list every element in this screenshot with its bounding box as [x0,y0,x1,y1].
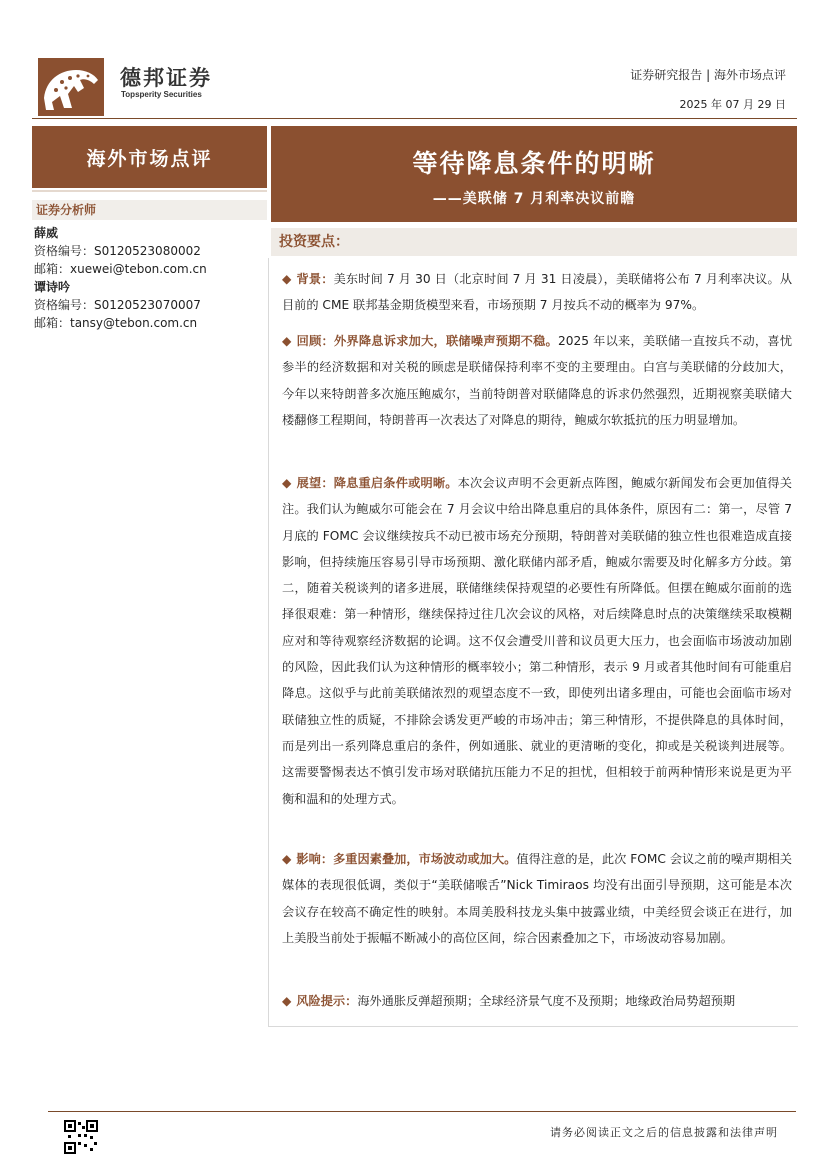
bullet-icon: ◆ [282,852,292,866]
company-logo-icon [38,58,104,116]
footer-divider [48,1111,796,1112]
key-point-risk [282,988,792,1014]
point-text: 值得注意的是，此次 FOMC 会议之前的噪声期相关媒体的表现很低调，类似于“美联储喉舌”Nick Timiraos 均没有出面引导预期，这可能是本次会议存在较高不确定性的映射。本周美股科技龙头集中披露业绩，中美经贸会谈正在进行，加上美股当前处于振幅不断减小的高位区间，综合因素叠加之下，市场波动容易加剧。 [282,852,792,945]
category-underline [32,190,267,192]
qr-code-icon [64,1120,98,1154]
point-text: 2025 年以来，美联储一直按兵不动，喜忧参半的经济数据和对关税的顾虑是联储保持利率不变的主要理由。白宫与美联储的分歧加大，今年以来特朗普多次施压鲍威尔，当前特朗普对联储降息的诉求仍然强烈，近期视察美联储大楼翻修工程期间，特朗普再一次表达了对降息的期待，鲍威尔软抵抗的压力明显增加。 [282,334,793,427]
point-lead: 回顾：外界降息诉求加大，联储噪声预期不稳。 [296,334,558,348]
point-text: 本次会议声明不会更新点阵图，鲍威尔新闻发布会更加值得关注。我们认为鲍威尔可能会在 7 月会议中给出降息重启的具体条件，原因有二：第一，尽管 7 月底的 FOMC 会议继续按兵不动已被市场充分预期，特朗普对美联储的独立性也很难造成直接影响，但持续施压容易引导市场预期、激化联储内部矛盾，鲍威尔需要及时化解多方分歧。第二，随着关税谈判的诸多进展，联储继续保持观望的必要性有所降低。但摆在鲍威尔面前的选择很艰难：第一种情形，继续保持过往几次会议的风格，对后续降息时点的决策继续采取模糊应对和等待观察经济数据的论调。这不仅会遭受川普和议员更大压力，也会面临市场波动加剧的风险，因此我们认为这种情形的概率较小；第二种情形，表示 9 月或者其他时间有可能重启降息。这似乎与此前美联储浓烈的观望态度不一致，即使列出诸多理由，可能也会面临市场对联储独立性的质疑，不排除会诱发更严峻的市场冲击；第三种情形，不提供降息的具体时间，而是列出一系列降息重启的条件，例如通胀、就业的更清晰的变化，抑或是关税谈判进展等。这需要警惕表达不慎引发市场对联储抗压能力不足的担忧，但相较于前两种情形来说是更为平衡和温和的处理方式。 [282,476,792,806]
analyst-name: 薛威 [34,226,59,240]
point-text: 海外通胀反弹超预期；全球经济景气度不及预期；地缘政治局势超预期 [357,994,736,1008]
point-lead: 展望：降息重启条件或明晰。 [296,476,458,490]
separator: | [706,68,714,82]
point-lead: 影响：多重因素叠加，市场波动或加大。 [296,852,517,866]
doc-type: 证券研究报告 [630,68,703,82]
key-points-heading: 投资要点： [271,228,797,256]
bullet-icon: ◆ [282,334,292,348]
key-point-background [282,266,792,319]
analyst-email[interactable]: 邮箱：tansy@tebon.com.cn [34,316,198,330]
logo-english-name: Topsperity Securities [121,90,202,99]
analyst-email[interactable]: 邮箱：xuewei@tebon.com.cn [34,262,207,276]
point-text: 美东时间 7 月 30 日（北京时间 7 月 31 日凌晨），美联储将公布 7 月利率决议。从目前的 CME 联邦基金期货模型来看，市场预期 7 月按兵不动的概率为 97%。 [282,272,793,313]
report-title: 等待降息条件的明晰 [412,149,656,178]
analyst-cert: 资格编号：S0120523080002 [34,244,201,258]
analyst-heading: 证券分析师 [32,200,267,220]
header-divider [32,118,797,119]
key-point-outlook [282,470,792,812]
key-point-impact [282,846,792,951]
point-lead: 风险提示： [296,994,358,1008]
report-date: 2025 年 07 月 29 日 [679,98,786,111]
point-lead: 背景： [296,272,334,286]
analyst-cert: 资格编号：S0120523070007 [34,298,201,312]
title-banner [271,126,797,222]
doc-category: 海外市场点评 [713,68,786,82]
category-banner: 海外市场点评 [32,126,267,188]
bullet-icon: ◆ [282,994,292,1008]
report-subtitle: ——美联储 7 月利率决议前瞻 [432,191,636,207]
key-point-review [282,328,792,433]
bullet-icon: ◆ [282,476,292,490]
disclaimer-text: 请务必阅读正文之后的信息披露和法律声明 [550,1126,778,1139]
bullet-icon: ◆ [282,272,292,286]
analyst-name: 谭诗吟 [34,280,71,294]
logo-chinese-name: 德邦证券 [120,66,212,90]
doc-type-line [630,66,786,83]
